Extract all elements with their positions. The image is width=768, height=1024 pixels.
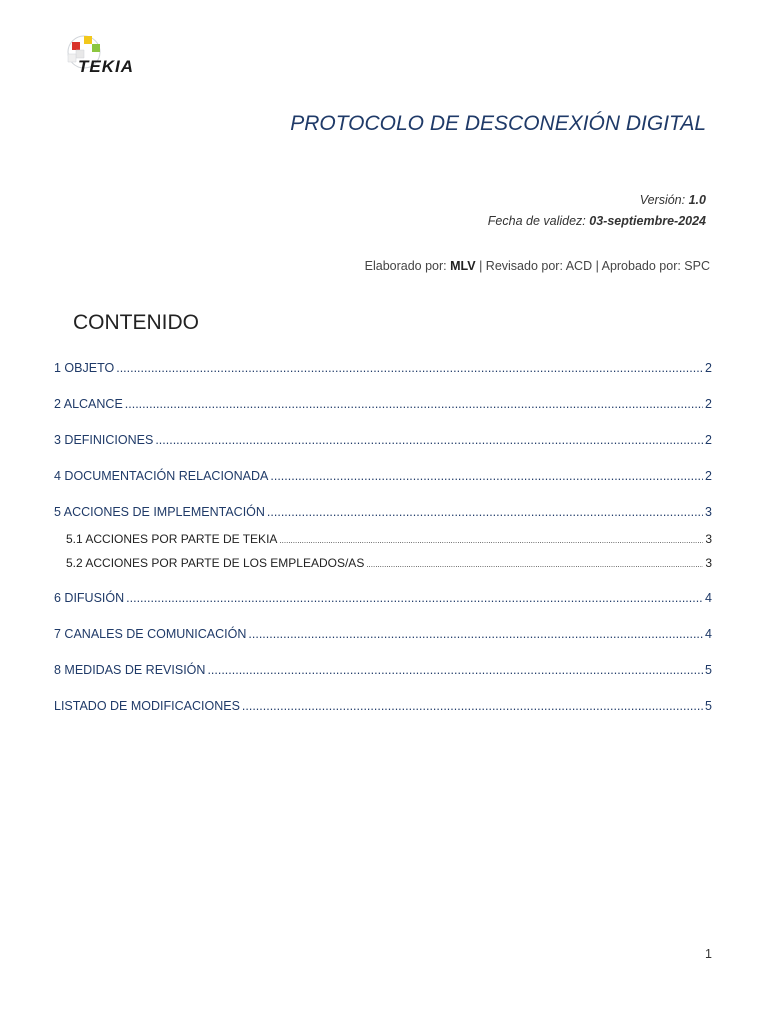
page-number: 1 bbox=[705, 947, 712, 961]
prepared-value: MLV bbox=[450, 259, 476, 273]
toc-entry-page: 4 bbox=[705, 591, 712, 605]
toc-entry-label: 5 ACCIONES DE IMPLEMENTACIÓN bbox=[54, 505, 265, 519]
toc-entry-definiciones[interactable] bbox=[54, 433, 712, 447]
toc-leader bbox=[366, 560, 703, 569]
toc-entry-page: 5 bbox=[705, 663, 712, 677]
toc-entry-page: 3 bbox=[705, 505, 712, 519]
toc-entry-page: 2 bbox=[705, 469, 712, 483]
toc-entry-label: 1 OBJETO bbox=[54, 361, 115, 375]
logo-wordmark: TEKIA bbox=[78, 57, 134, 76]
toc-leader bbox=[279, 536, 703, 545]
toc-entry-label: LISTADO DE MODIFICACIONES bbox=[54, 699, 240, 713]
toc-entry-page: 2 bbox=[705, 433, 712, 447]
toc-entry-alcance[interactable] bbox=[54, 397, 712, 411]
toc-entry-label: 6 DIFUSIÓN bbox=[54, 591, 125, 605]
toc-entry-label: 7 CANALES DE COMUNICACIÓN bbox=[54, 627, 247, 641]
toc-entry-acciones[interactable] bbox=[54, 505, 712, 519]
toc-entry-page: 3 bbox=[705, 532, 712, 546]
version-label: Versión: bbox=[639, 193, 686, 207]
toc-leader bbox=[270, 469, 703, 483]
toc-entry-page: 2 bbox=[705, 397, 712, 411]
toc-leader bbox=[125, 397, 703, 411]
document-title: PROTOCOLO DE DESCONEXIÓN DIGITAL bbox=[290, 112, 706, 135]
toc-leader bbox=[207, 663, 703, 677]
toc-heading: CONTENIDO bbox=[73, 311, 199, 334]
toc-entry-page: 4 bbox=[705, 627, 712, 641]
authorship-line bbox=[365, 259, 710, 273]
toc-entry-medidas[interactable] bbox=[54, 663, 712, 677]
toc-entry-listado[interactable] bbox=[54, 699, 712, 713]
prepared-label: Elaborado por: bbox=[364, 259, 447, 273]
validity-value: 03-septiembre-2024 bbox=[589, 214, 706, 228]
toc-entry-page: 2 bbox=[705, 361, 712, 375]
review-approval-text: | Revisado por: ACD | Aprobado por: SPC bbox=[479, 259, 710, 273]
validity-label: Fecha de validez: bbox=[487, 214, 586, 228]
version-line bbox=[640, 193, 706, 207]
version-value: 1.0 bbox=[688, 193, 706, 207]
toc-leader bbox=[126, 591, 703, 605]
toc-entry-label: 8 MEDIDAS DE REVISIÓN bbox=[54, 663, 206, 677]
toc-entry-label: 4 DOCUMENTACIÓN RELACIONADA bbox=[54, 469, 269, 483]
toc-entry-difusion[interactable] bbox=[54, 591, 712, 605]
toc-subentry-empleados[interactable] bbox=[66, 556, 712, 570]
toc-entry-canales[interactable] bbox=[54, 627, 712, 641]
toc-entry-page: 3 bbox=[705, 556, 712, 570]
toc-leader bbox=[248, 627, 703, 641]
toc-entry-label: 5.2 ACCIONES POR PARTE DE LOS EMPLEADOS/AS bbox=[66, 556, 365, 570]
toc-leader bbox=[267, 505, 703, 519]
toc-subentry-tekia[interactable] bbox=[66, 532, 712, 546]
toc-entry-objeto[interactable] bbox=[54, 361, 712, 375]
toc-leader bbox=[242, 699, 703, 713]
toc-leader bbox=[155, 433, 703, 447]
toc-entry-label: 5.1 ACCIONES POR PARTE DE TEKIA bbox=[66, 532, 278, 546]
tekia-logo bbox=[64, 32, 180, 76]
validity-line bbox=[488, 214, 706, 228]
toc-entry-label: 2 ALCANCE bbox=[54, 397, 123, 411]
toc-entry-label: 3 DEFINICIONES bbox=[54, 433, 154, 447]
toc-leader bbox=[116, 361, 703, 375]
toc-entry-documentacion[interactable] bbox=[54, 469, 712, 483]
toc-entry-page: 5 bbox=[705, 699, 712, 713]
